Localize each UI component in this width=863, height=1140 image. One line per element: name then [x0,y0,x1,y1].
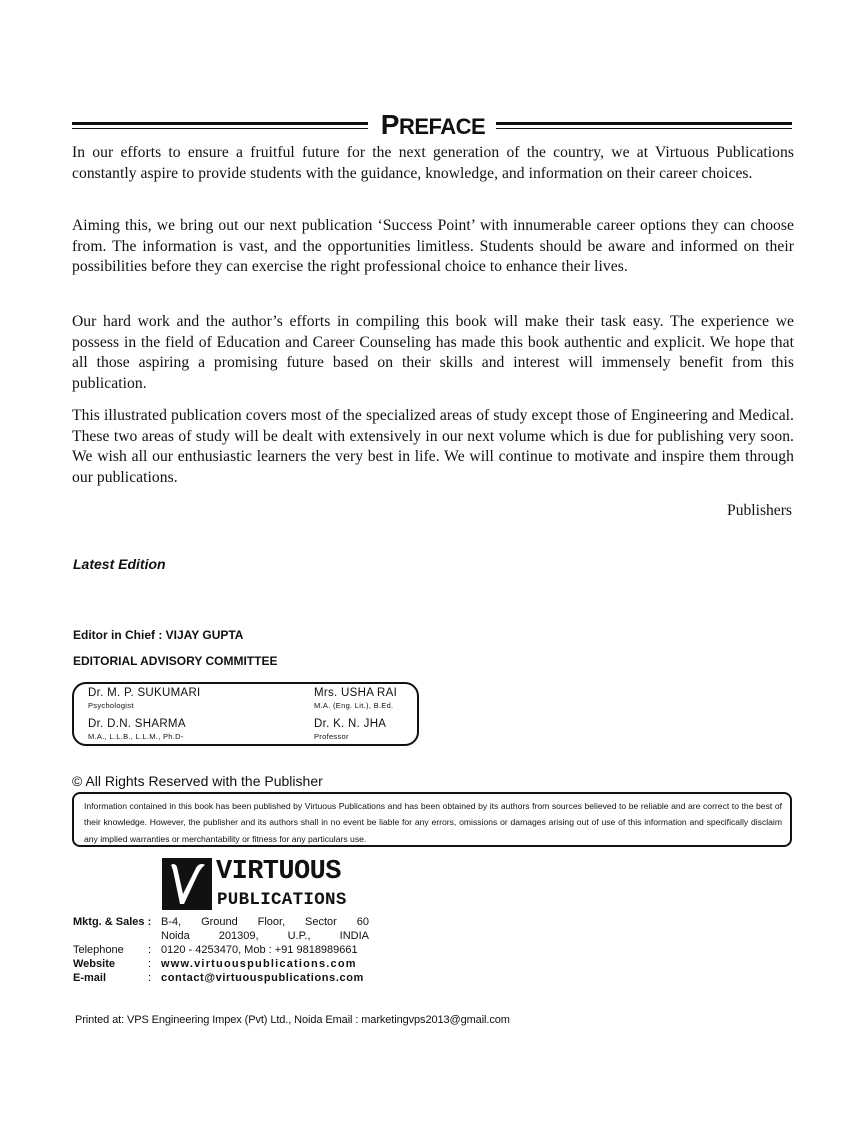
edition-label: Latest Edition [73,556,166,572]
disclaimer-text: Information contained in this book has been published by Virtuous Publications and has been obtained by its authors from sources believed to be reliable and are correct to the best of their knowledge. However, the publisher and its authors shall in no event be liable for any errors, omissions or damages arising out of use of this information and specifically disclaim any implied warranties or merchantability or fitness for any particulars use. [84,801,782,844]
preface-paragraph-2: Aiming this, we bring out our next publication ‘Success Point’ with innumerable career options they can choose from. The information is vast, and the opportunities limitless. Students should be aware and informed on their possibilities before they can exercise the right professional choice to enhance their lives. [72,217,794,276]
address-word: 60 [356,916,369,928]
website-link[interactable]: www.virtuouspublications.com [161,958,357,970]
member-name: Dr. K. N. JHA [314,718,387,730]
sales-label: Mktg. & Sales : [73,916,152,928]
address-word: Floor, [257,916,286,928]
page-title [374,108,492,144]
address-word: U.P., [287,930,311,942]
preface-paragraph-3: Our hard work and the author’s efforts in compiling this book will make their task easy. The experience we possess in the field of Education and Career Counseling has made this book authentic and explicit. We hope that all those aspiring a promising future based on their skills and interest will immensely benefit from this publication. [72,313,794,392]
telephone-value: 0120 - 4253470, Mob : +91 9818989661 [161,944,358,956]
address-block [161,915,369,943]
address-line-1 [161,915,369,929]
member-credentials: Professor [314,732,349,741]
disclaimer-box [72,792,792,847]
committee-member [314,686,397,711]
printer-info: Printed at: VPS Engineering Impex (Pvt) Ltd., Noida Email : marketingvps2013@gmail.com [75,1014,510,1026]
address-word: Noida [161,930,190,942]
preface-paragraph-4: This illustrated publication covers most of the specialized areas of study except those of Engineering and Medical. These two areas of study will be dealt with extensively in our next volume which is due for publishing very soon. We wish all our enthusiastic learners the very best in life. We will continue to motivate and inspire them through our publications. [72,407,794,486]
committee-member [88,717,186,742]
address-word: 201309, [218,930,259,942]
website-label: Website [73,958,115,970]
member-name: Mrs. USHA RAI [314,687,398,699]
publisher-logo [162,858,370,910]
logo-line-1: VIRTUOUS [216,857,341,887]
committee-heading: EDITORIAL ADVISORY COMMITTEE [73,654,278,668]
editor-in-chief: Editor in Chief : VIJAY GUPTA [73,628,244,642]
address-word: Sector [305,916,337,928]
colon: : [148,944,152,956]
committee-member [88,686,201,711]
address-line-2 [161,929,369,943]
address-word: Ground [201,916,238,928]
committee-member [314,717,386,742]
signature: Publishers [727,502,792,519]
colon: : [148,958,152,970]
title-rule-right [496,122,792,129]
email-link[interactable]: contact@virtuouspublications.com [161,972,364,984]
member-credentials: Psychologist [88,701,134,710]
member-credentials: M.A., L.L.B., L.L.M., Ph.D- [88,732,184,741]
logo-line-2: PUBLICATIONS [217,890,347,910]
member-name: Dr. D.N. SHARMA [88,718,186,730]
address-word: INDIA [339,930,369,942]
telephone-label: Telephone [73,944,124,956]
title-initial: P [380,109,399,140]
title-rule-left [72,122,368,129]
address-word: B-4, [161,916,182,928]
logo-v-icon [162,858,212,910]
rights-notice: © All Rights Reserved with the Publisher [72,773,323,789]
title-row [72,104,792,144]
committee-box [72,682,419,746]
member-name: Dr. M. P. SUKUMARI [88,687,201,699]
email-label: E-mail [73,972,107,984]
colon: : [148,972,152,984]
member-credentials: M.A. (Eng. Lit.), B.Ed. [314,701,394,710]
title-rest: REFACE [398,114,486,139]
preface-paragraph-1: In our efforts to ensure a fruitful future for the next generation of the country, we at Virtuous Publications constantly aspire to provide students with the guidance, knowledge, and information on their career choices. [72,144,794,182]
